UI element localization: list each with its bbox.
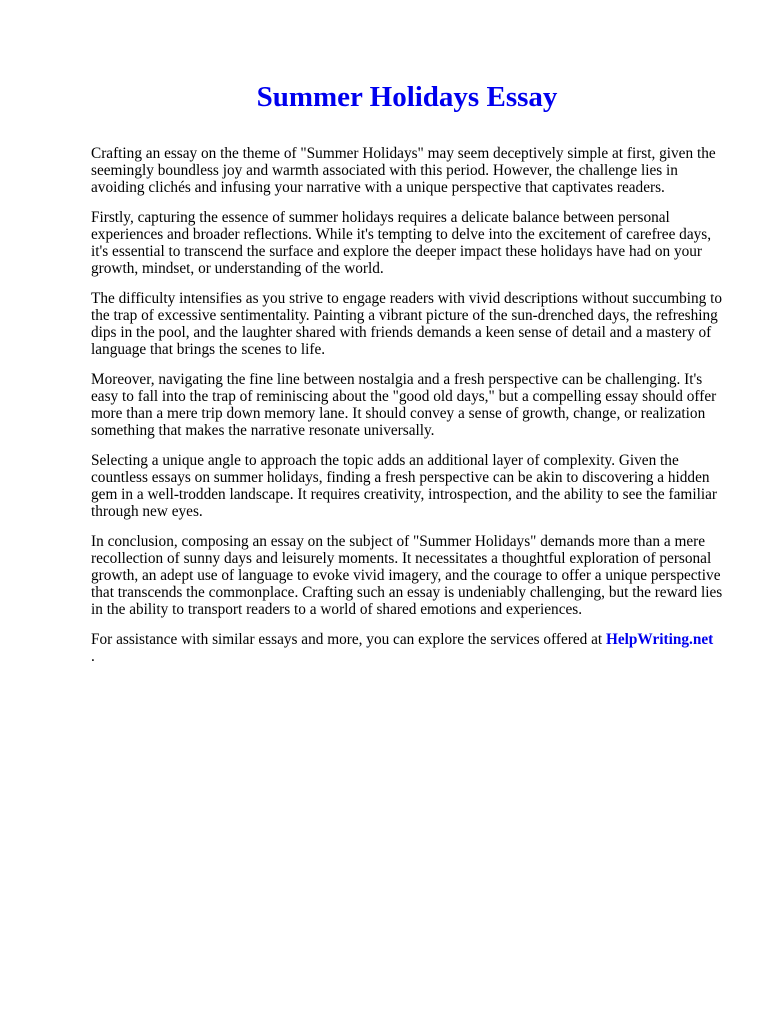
closing-text: For assistance with similar essays and more, you can explore the services offered at <box>91 631 606 648</box>
paragraph-firstly: Firstly, capturing the essence of summer holidays requires a delicate balance between personal experiences and broader reflections. While it's tempting to delve into the excitement of carefree days, it's essential to transcend the surface and explore the deeper impact these holidays have had on your growth, mindset, or understanding of the world. <box>91 209 712 277</box>
paragraph-unique-angle: Selecting a unique angle to approach the topic adds an additional layer of complexity. Given the countless essays on summer holidays, finding a fresh perspective can be akin to discovering a hidden gem in a well-trodden landscape. It requires creativity, introspection, and the ability to see the familiar through new eyes. <box>91 452 717 520</box>
closing-period: . <box>91 648 95 665</box>
paragraph-difficulty: The difficulty intensifies as you strive to engage readers with vivid descriptions without succumbing to the trap of excessive sentimentality. Painting a vibrant picture of the sun-drenched days, the refreshing dips in the pool, and the laughter shared with friends demands a keen sense of detail and a mastery of language that brings the scenes to life. <box>91 290 723 358</box>
paragraph-conclusion: In conclusion, composing an essay on the subject of "Summer Holidays" demands more than a mere recollection of sunny days and leisurely moments. It necessitates a thoughtful exploration of personal growth, an adept use of language to evoke vivid imagery, and the courage to offer a unique perspective that transcends the commonplace. Crafting such an essay is undeniably challenging, but the reward lies in the ability to transport readers to a world of shared emotions and experiences. <box>91 533 723 618</box>
page-title: Summer Holidays Essay <box>256 81 558 113</box>
helpwriting-link[interactable]: HelpWriting.net <box>605 631 714 648</box>
closing-paragraph <box>91 631 731 665</box>
essay-body <box>91 145 731 678</box>
paragraph-moreover: Moreover, navigating the fine line between nostalgia and a fresh perspective can be challenging. It's easy to fall into the trap of reminiscing about the "good old days," but a compelling essay should offer more than a mere trip down memory lane. It should convey a sense of growth, change, or realization something that makes the narrative resonate universally. <box>91 371 721 439</box>
paragraph-intro: Crafting an essay on the theme of "Summer Holidays" may seem deceptively simple at first, given the seemingly boundless joy and warmth associated with this period. However, the challenge lies in avoiding clichés and infusing your narrative with a unique perspective that captivates readers. <box>91 145 716 196</box>
